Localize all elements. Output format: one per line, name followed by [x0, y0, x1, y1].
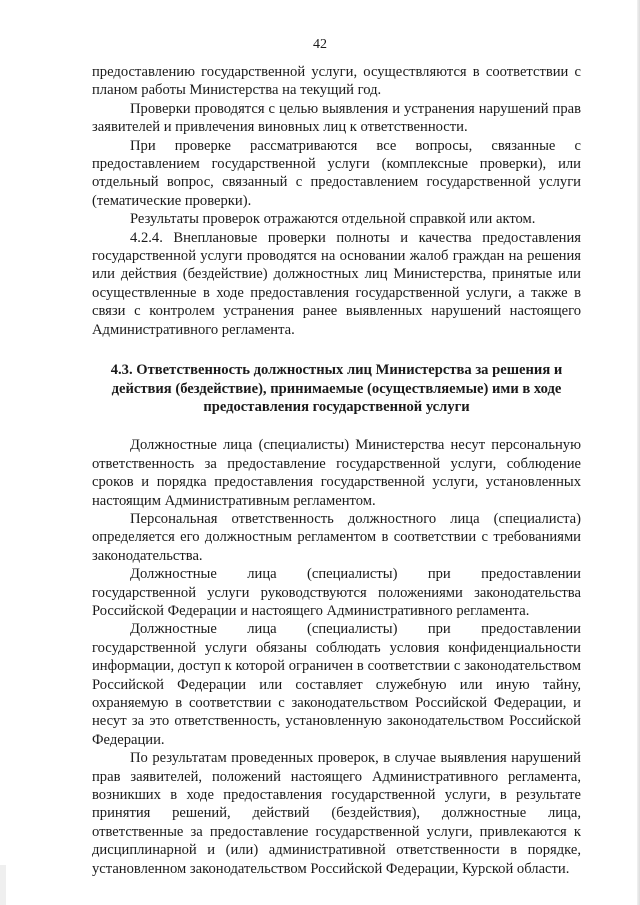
paragraph: Результаты проверок отражаются отдельной справкой или актом. — [130, 211, 536, 228]
paragraph: Должностные лица (специалисты) Министерства несут персональную ответственность за предоставление государственной услуги, соблюдение сроков и порядка предоставления государственной услуги, установленных настоящим Административным регламентом. — [92, 437, 581, 509]
paragraph: При проверке рассматриваются все вопросы, связанные с предоставлением государственной услуги (комплексные проверки), или отдельный вопрос, связанный с предоставлением государственной услуги (тематические проверки). — [92, 137, 581, 209]
paragraph-4-2-4: 4.2.4. Внеплановые проверки полноты и качества предоставления государственной услуги проводятся на основании жалоб граждан на решения или действия (бездействие) должностных лиц Министерства, принятые или осуществленные в ходе предоставления государственной услуги, а также в связи с контролем устранения ранее выявленных нарушений настоящего Административного регламента. — [92, 229, 581, 338]
page-number: 42 — [313, 37, 327, 52]
paragraph: Должностные лица (специалисты) при предоставлении государственной услуги руководствуются положениями законодательства Российской Федерации и настоящего Административного регламента. — [92, 566, 581, 619]
paragraph: По результатам проведенных проверок, в случае выявления нарушений прав заявителей, положений настоящего Административного регламента, возникших в ходе предоставления государственной услуги, в результате принятия решений, действий (бездействия), должностные лица, ответственные за предоставление государственной услуги, привлекаются к дисциплинарной и (или) административной ответственности в порядке, установленном законодательством Российской Федерации, Курской области. — [92, 750, 581, 877]
paragraph: Персональная ответственность должностного лица (специалиста) определяется его должностным регламентом в соответствии с требованиями законодательства. — [92, 510, 581, 564]
paragraph: Должностные лица (специалисты) при предоставлении государственной услуги обязаны соблюдать условия конфиденциальности информации, доступ к которой ограничен в соответствии с законодательством Российской Федерации или составляет служебную или иную тайну, охраняемую в соответствии с законодательством Российской Федерации, и несут за это ответственность, установленную законодательством Российской Федерации. — [92, 621, 581, 748]
section-heading-4-3: 4.3. Ответственность должностных лиц Министерства за решения и действия (бездействие), принимаемые (осуществляемые) ими в ходе предоставления государственной услуги — [110, 362, 563, 415]
paragraph: Проверки проводятся с целью выявления и устранения нарушений прав заявителей и привлечения виновных лиц к ответственности. — [92, 100, 581, 136]
paragraph-continuation: предоставлению государственной услуги, осуществляются в соответствии с планом работы Министерства на текущий год. — [92, 64, 581, 99]
document-body — [92, 63, 581, 878]
scan-corner — [0, 865, 6, 905]
